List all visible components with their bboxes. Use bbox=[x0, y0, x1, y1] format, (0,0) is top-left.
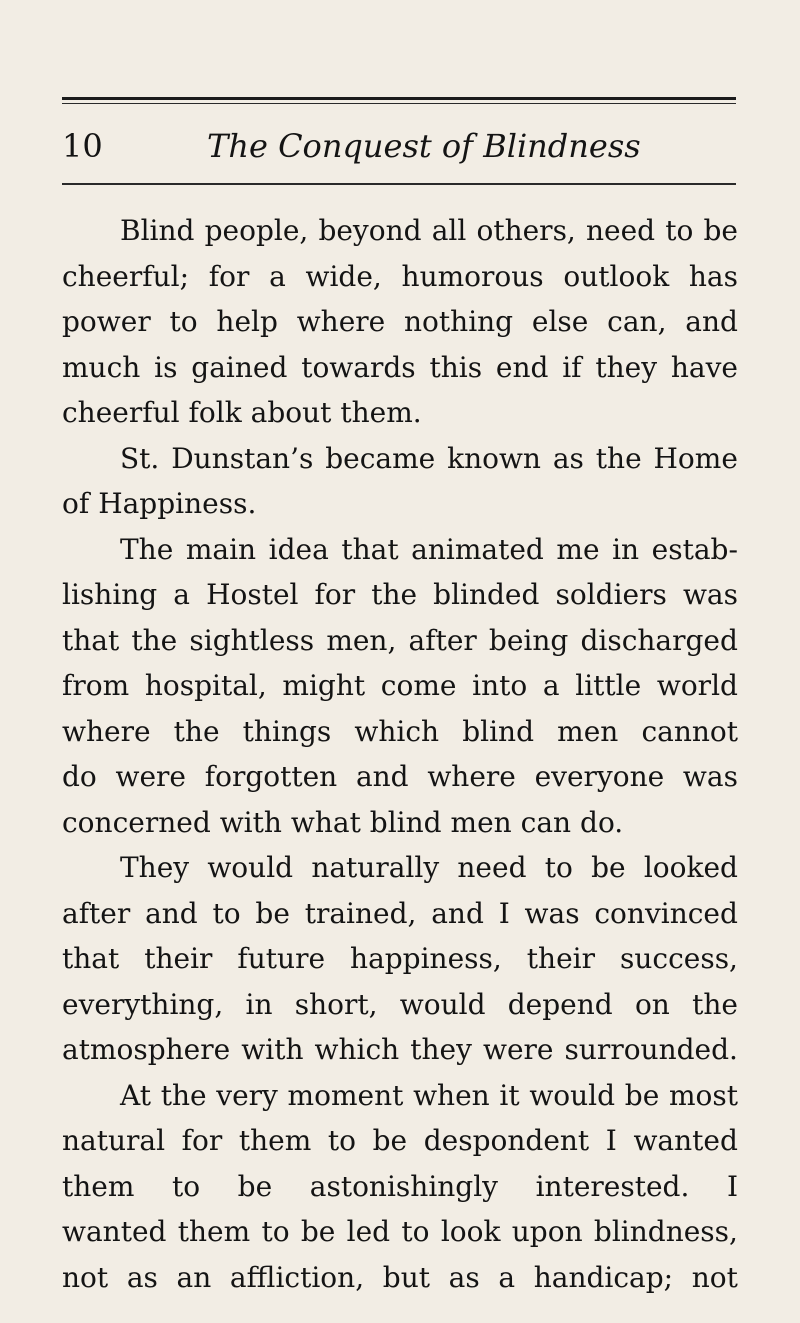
running-header bbox=[62, 126, 736, 170]
text-line bbox=[62, 436, 738, 482]
text-line bbox=[62, 1255, 738, 1301]
word: St. bbox=[120, 441, 160, 475]
header-rule bbox=[62, 183, 736, 185]
word: everyone bbox=[534, 760, 665, 793]
word: that bbox=[62, 623, 120, 657]
word: a bbox=[498, 1260, 516, 1294]
word: towards bbox=[301, 350, 416, 384]
word: and bbox=[431, 896, 484, 930]
word: they bbox=[410, 1033, 472, 1066]
word: as bbox=[126, 1260, 158, 1294]
word: has bbox=[688, 259, 738, 293]
word: for bbox=[314, 578, 356, 611]
word: be bbox=[591, 851, 626, 884]
word: need bbox=[585, 214, 656, 247]
word: short, bbox=[294, 987, 378, 1021]
text-line bbox=[62, 1118, 738, 1164]
word: the bbox=[173, 714, 220, 748]
word: cannot bbox=[641, 714, 738, 748]
word: look bbox=[440, 1215, 501, 1248]
word: when bbox=[413, 1078, 490, 1112]
text-line bbox=[62, 1209, 738, 1255]
word: happiness, bbox=[350, 942, 502, 975]
word: as bbox=[552, 441, 584, 475]
word: might bbox=[282, 669, 366, 702]
word: men bbox=[557, 714, 619, 748]
word: Home bbox=[653, 441, 738, 475]
word: was bbox=[682, 578, 738, 611]
word: Happiness. bbox=[98, 487, 257, 520]
word: atmosphere bbox=[62, 1033, 231, 1066]
word: power bbox=[62, 305, 151, 338]
word: everything, bbox=[62, 987, 224, 1021]
word: I bbox=[726, 1169, 738, 1203]
word: They bbox=[120, 851, 190, 884]
word: The bbox=[120, 532, 174, 566]
text-line bbox=[62, 254, 738, 300]
word: to bbox=[171, 1169, 201, 1203]
word: little bbox=[575, 669, 642, 702]
word: outlook bbox=[563, 259, 670, 293]
word: upon bbox=[511, 1215, 583, 1248]
word: hospital, bbox=[144, 669, 267, 702]
word: gained bbox=[191, 350, 288, 384]
word: future bbox=[237, 942, 326, 975]
word: them bbox=[177, 1215, 251, 1248]
page-number: 10 bbox=[62, 127, 103, 165]
word: people, bbox=[204, 214, 309, 247]
word: after bbox=[408, 623, 477, 657]
word: to bbox=[665, 214, 694, 247]
word: wanted bbox=[633, 1124, 738, 1157]
text-line bbox=[62, 663, 738, 709]
word: the bbox=[595, 441, 642, 475]
text-line bbox=[62, 390, 738, 436]
word: blinded bbox=[433, 578, 540, 611]
word: from bbox=[62, 669, 130, 702]
word: forgotten bbox=[204, 760, 338, 793]
word: where bbox=[296, 305, 386, 338]
word: wide, bbox=[305, 259, 382, 293]
word: a bbox=[269, 259, 286, 293]
word: not bbox=[691, 1260, 738, 1294]
word: do. bbox=[580, 805, 624, 839]
word: became bbox=[325, 441, 436, 475]
word: need bbox=[457, 851, 527, 884]
word: moment bbox=[287, 1078, 404, 1112]
word: wanted bbox=[62, 1215, 167, 1248]
word: others, bbox=[476, 214, 576, 247]
text-line bbox=[62, 299, 738, 345]
word: this bbox=[429, 350, 483, 384]
word: all bbox=[431, 214, 467, 247]
word: be bbox=[255, 896, 290, 930]
word: concerned bbox=[62, 805, 211, 839]
word: be bbox=[237, 1169, 273, 1203]
word: naturally bbox=[311, 851, 440, 884]
word: do bbox=[62, 760, 97, 793]
text-line bbox=[62, 1027, 738, 1073]
word: to bbox=[169, 305, 198, 338]
word: for bbox=[208, 259, 250, 293]
word: cheerful; bbox=[62, 259, 190, 293]
word: affliction, bbox=[229, 1260, 365, 1294]
word: Dunstan’s bbox=[171, 441, 314, 475]
word: sightless bbox=[189, 623, 315, 657]
word: the bbox=[371, 578, 418, 611]
word: was bbox=[524, 896, 580, 930]
word: to bbox=[261, 1215, 290, 1248]
word: into bbox=[472, 669, 528, 702]
word: where bbox=[62, 714, 151, 748]
text-line bbox=[62, 754, 738, 800]
word: as bbox=[448, 1260, 480, 1294]
word: beyond bbox=[318, 214, 422, 247]
word: in bbox=[245, 987, 273, 1021]
word: them. bbox=[340, 396, 422, 429]
text-line bbox=[62, 527, 738, 573]
word: natural bbox=[62, 1124, 166, 1157]
word: estab- bbox=[651, 532, 738, 566]
word: they bbox=[595, 350, 658, 384]
word: their bbox=[144, 942, 213, 975]
word: to bbox=[327, 1124, 356, 1157]
top-rule-thin bbox=[62, 103, 736, 104]
word: depend bbox=[507, 987, 613, 1021]
word: a bbox=[173, 578, 190, 611]
word: be bbox=[703, 214, 738, 247]
word: blind bbox=[369, 805, 442, 839]
word: At bbox=[120, 1078, 151, 1112]
word: after bbox=[62, 896, 131, 930]
word: known bbox=[447, 441, 541, 475]
word: which bbox=[314, 1033, 400, 1066]
word: an bbox=[176, 1260, 212, 1294]
word: being bbox=[488, 623, 569, 657]
word: main bbox=[185, 532, 257, 566]
text-line bbox=[62, 982, 738, 1028]
text-line bbox=[62, 800, 738, 846]
word: world bbox=[656, 669, 738, 702]
word: which bbox=[354, 714, 440, 748]
word: lishing bbox=[62, 578, 158, 611]
word: is bbox=[154, 350, 178, 384]
running-title: The Conquest of Blindness bbox=[207, 127, 641, 165]
body-text bbox=[62, 208, 738, 1300]
word: soldiers bbox=[555, 578, 667, 611]
word: humorous bbox=[401, 259, 544, 293]
word: convinced bbox=[594, 896, 738, 930]
word: despondent bbox=[423, 1124, 590, 1157]
word: cheerful bbox=[62, 396, 180, 429]
word: about bbox=[250, 396, 332, 429]
text-line bbox=[62, 936, 738, 982]
word: and bbox=[355, 760, 409, 793]
word: I bbox=[605, 1124, 617, 1157]
word: very bbox=[216, 1078, 278, 1112]
word: help bbox=[216, 305, 278, 338]
word: but bbox=[382, 1260, 430, 1294]
word: blindness, bbox=[593, 1215, 738, 1248]
word: would bbox=[529, 1078, 616, 1112]
word: it bbox=[499, 1078, 520, 1112]
word: led bbox=[346, 1215, 391, 1248]
word: with bbox=[241, 1033, 304, 1066]
word: trained, bbox=[304, 896, 417, 930]
word: interested. bbox=[535, 1169, 690, 1203]
word: in bbox=[612, 532, 640, 566]
word: a bbox=[542, 669, 560, 702]
text-line bbox=[62, 572, 738, 618]
word: men bbox=[450, 805, 512, 839]
word: were bbox=[115, 760, 186, 793]
word: the bbox=[131, 623, 178, 657]
top-rule bbox=[62, 97, 736, 100]
word: would bbox=[399, 987, 486, 1021]
word: nothing bbox=[404, 305, 514, 338]
word: astonishingly bbox=[309, 1169, 498, 1203]
word: to bbox=[401, 1215, 430, 1248]
word: be bbox=[372, 1124, 408, 1157]
text-line bbox=[62, 208, 738, 254]
text-line bbox=[62, 1164, 738, 1210]
word: most bbox=[668, 1078, 738, 1112]
word: the bbox=[692, 987, 738, 1021]
word: much bbox=[62, 350, 141, 384]
text-line bbox=[62, 345, 738, 391]
word: handicap; bbox=[533, 1260, 674, 1294]
word: with bbox=[219, 805, 282, 839]
word: be bbox=[624, 1078, 660, 1112]
word: and bbox=[145, 896, 198, 930]
word: what bbox=[290, 805, 361, 839]
word: where bbox=[427, 760, 516, 793]
word: come bbox=[380, 669, 457, 702]
word: I bbox=[498, 896, 510, 930]
word: them bbox=[238, 1124, 312, 1157]
word: that bbox=[62, 942, 120, 975]
word: that bbox=[341, 532, 399, 566]
word: have bbox=[670, 350, 738, 384]
word: can, bbox=[607, 305, 667, 338]
word: to bbox=[544, 851, 573, 884]
word: surrounded. bbox=[564, 1033, 738, 1066]
word: not bbox=[62, 1260, 109, 1294]
text-line bbox=[62, 1073, 738, 1119]
word: and bbox=[685, 305, 738, 338]
word: can bbox=[520, 805, 572, 839]
word: the bbox=[160, 1078, 207, 1112]
word: animated bbox=[411, 532, 544, 566]
word: of bbox=[62, 487, 90, 520]
word: folk bbox=[188, 396, 242, 429]
word: would bbox=[207, 851, 294, 884]
word: if bbox=[562, 350, 582, 384]
word: on bbox=[634, 987, 670, 1021]
text-line bbox=[62, 618, 738, 664]
word: to bbox=[212, 896, 241, 930]
word: Blind bbox=[120, 214, 195, 247]
word: men, bbox=[326, 623, 397, 657]
word: blind bbox=[462, 714, 534, 748]
text-line bbox=[62, 709, 738, 755]
word: Hostel bbox=[206, 578, 299, 611]
word: looked bbox=[643, 851, 738, 884]
word: idea bbox=[268, 532, 329, 566]
word: for bbox=[181, 1124, 223, 1157]
text-line bbox=[62, 845, 738, 891]
word: was bbox=[682, 760, 738, 793]
word: them bbox=[62, 1169, 135, 1203]
word: things bbox=[242, 714, 332, 748]
word: me bbox=[556, 532, 600, 566]
text-line bbox=[62, 481, 738, 527]
text-line bbox=[62, 891, 738, 937]
word: end bbox=[495, 350, 549, 384]
word: discharged bbox=[580, 623, 738, 657]
word: be bbox=[300, 1215, 336, 1248]
word: success, bbox=[619, 942, 738, 975]
word: their bbox=[526, 942, 595, 975]
word: else bbox=[531, 305, 589, 338]
word: were bbox=[482, 1033, 554, 1066]
